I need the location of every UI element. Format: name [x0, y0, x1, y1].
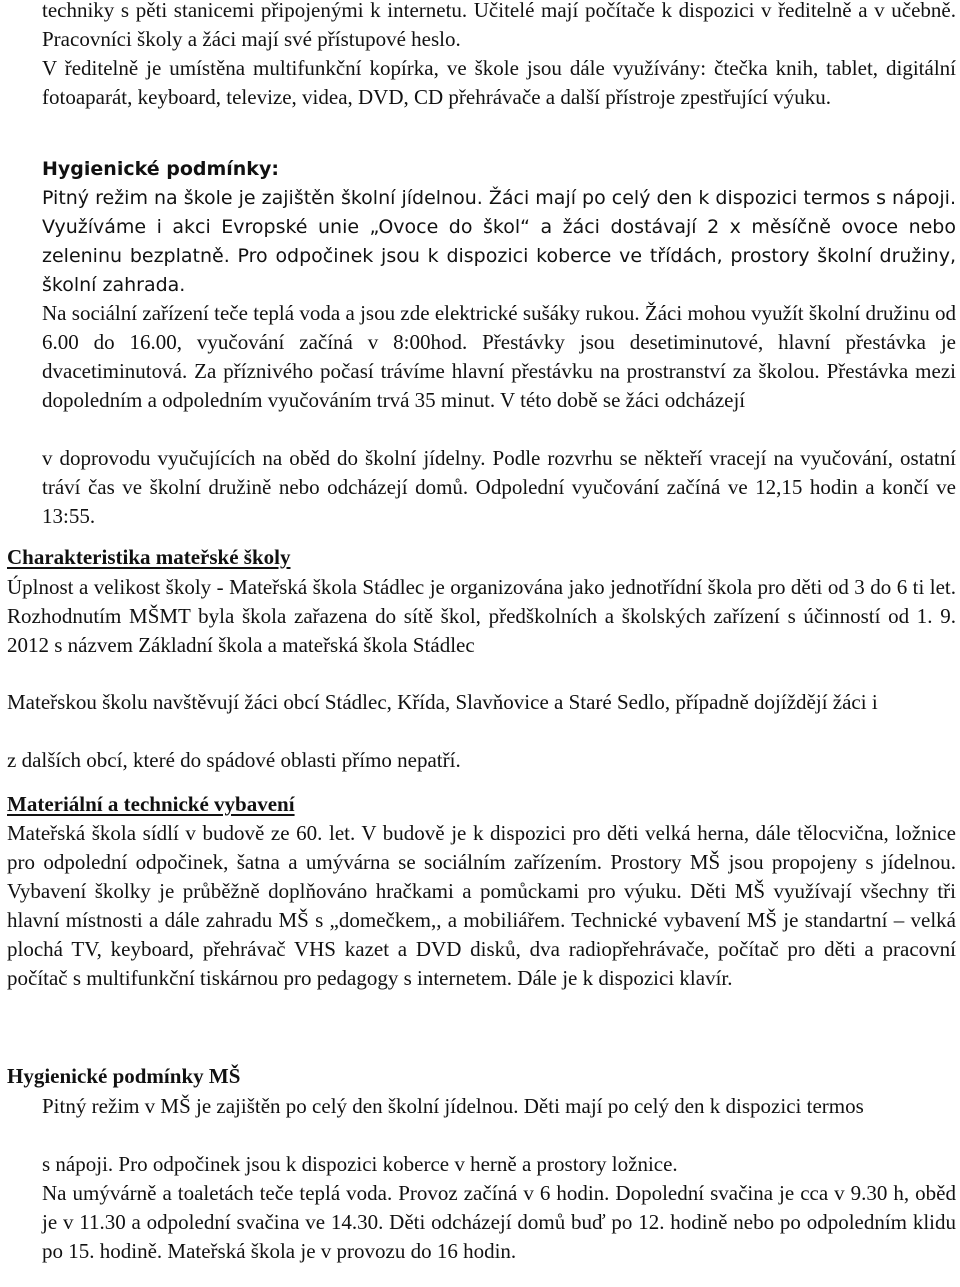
paragraph-equipment [0, 819, 960, 993]
hygiene-heading-text: Hygienické podmínky: [42, 158, 279, 180]
paragraph-kindergarten-2-text: Mateřskou školu navštěvují žáci obcí Stádlec, Křída, Slavňovice a Staré Sedlo, případně dojíždějí žáci i [7, 690, 878, 714]
paragraph-equipment-school-text: V ředitelně je umístěna multifunkční kopírka, ve škole jsou dále využívány: čtečka knih, tablet, digitální fotoaparát, keyboard, televize, videa, DVD, CD přehrávače a další přístroje zpestřující výuku. [42, 56, 956, 109]
equipment-heading-text: Materiální a technické vybavení [7, 792, 295, 816]
paragraph-kindergarten-3 [0, 746, 960, 775]
kindergarten-heading [0, 543, 960, 572]
paragraph-kindergarten-1 [0, 573, 960, 660]
paragraph-hygiene-3-text: v doprovodu vyučujících na oběd do školní jídelny. Podle rozvrhu se někteří vracejí na vyučování, ostatní tráví čas ve školní družině nebo odcházejí domů. Odpolední vyučování začíná ve 12,15 hodin a končí ve 13:55. [42, 446, 956, 528]
paragraph-kindergarten-1-text: Úplnost a velikost školy - Mateřská škola Stádlec je organizována jako jednotřídní škola pro děti od 3 do 6 ti let. Rozhodnutím MŠMT byla škola zařazena do sítě škol, předškolních a školských zařízení s účinností od 1. 9. 2012 s názvem Základní škola a mateřská škola Stádlec [7, 575, 956, 657]
paragraph-internet [0, 0, 960, 54]
hygiene-ms-heading-text: Hygienické podmínky MŠ [7, 1064, 241, 1088]
equipment-heading [0, 790, 960, 819]
kindergarten-heading-text: Charakteristika mateřské školy [7, 545, 291, 569]
paragraph-hygiene-ms-3-text: Na umývárně a toaletách teče teplá voda. Provoz začíná v 6 hodin. Dopolední svačina je cca v 9.30 h, oběd je v 11.30 a odpolední svačina ve 14.30. Děti odcházejí domů buď po 12. hodině nebo po odpoledním klidu po 15. hodině. Mateřská škola je v provozu do 16 hodin. [42, 1181, 956, 1263]
paragraph-hygiene-2-text: Na sociální zařízení teče teplá voda a jsou zde elektrické sušáky rukou. Žáci mohou využít školní družinu od 6.00 do 16.00, vyučování začíná v 8:00hod. Přestávky jsou desetiminutové, hlavní přestávka je dvacetiminutová. Za příznivého počasí trávíme hlavní přestávku na prostranství za školou. Přestávka mezi dopoledním a odpoledním vyučováním trvá 35 minut. V této době se žáci odcházejí [42, 301, 956, 412]
paragraph-hygiene-ms-2-text: s nápoji. Pro odpočinek jsou k dispozici koberce v herně a prostory ložnice. [42, 1152, 678, 1176]
paragraph-hygiene-1-text: Pitný režim na škole je zajištěn školní jídelnou. Žáci mají po celý den k dispozici termos s nápoji. Využíváme i akci Evropské unie „Ovoce do škol“ a žáci dostávají 2 x měsíčně ovoce nebo zeleninu bezplatně. Pro odpočinek jsou k dispozici koberce ve třídách, prostory školní družiny, školní zahrada. [42, 187, 956, 296]
paragraph-hygiene-ms-1 [0, 1092, 960, 1121]
paragraph-hygiene-2 [0, 299, 960, 415]
paragraph-hygiene-3 [0, 444, 960, 531]
paragraph-kindergarten-2 [0, 688, 960, 717]
hygiene-ms-heading [0, 1062, 960, 1091]
paragraph-kindergarten-3-text: z dalších obcí, které do spádové oblasti přímo nepatří. [7, 748, 461, 772]
paragraph-hygiene-1 [0, 184, 960, 300]
hygiene-heading [0, 155, 960, 184]
paragraph-equipment-text: Mateřská škola sídlí v budově ze 60. let. V budově je k dispozici pro děti velká herna, dále tělocvična, ložnice pro odpolední odpočinek, šatna a umývárna se sociálním zařízením. Prostory MŠ jsou propojeny s jídelnou. Vybavení školky je průběžně doplňováno hračkami a pomůckami pro výuku. Děti MŠ využívají všechny tři hlavní místnosti a dále zahradu MŠ s „domečkem,, a mobiliářem. Technické vybavení MŠ je standartní – velká plochá TV, keyboard, přehrávač VHS kazet a DVD disků, dva radiopřehrávače, počítač pro děti a pracovní počítač s multifunkční tiskárnou pro pedagogy s internetem. Dále je k dispozici klavír. [7, 821, 956, 990]
paragraph-hygiene-ms-1-text: Pitný režim v MŠ je zajištěn po celý den školní jídelnou. Děti mají po celý den k dispozici termos [42, 1094, 864, 1118]
paragraph-hygiene-ms-2 [0, 1150, 960, 1179]
paragraph-hygiene-ms-3 [0, 1179, 960, 1266]
paragraph-internet-text: techniky s pěti stanicemi připojenými k internetu. Učitelé mají počítače k dispozici v ředitelně a v učebně. Pracovníci školy a žáci mají své přístupové heslo. [42, 0, 956, 51]
paragraph-equipment-school [0, 54, 960, 112]
